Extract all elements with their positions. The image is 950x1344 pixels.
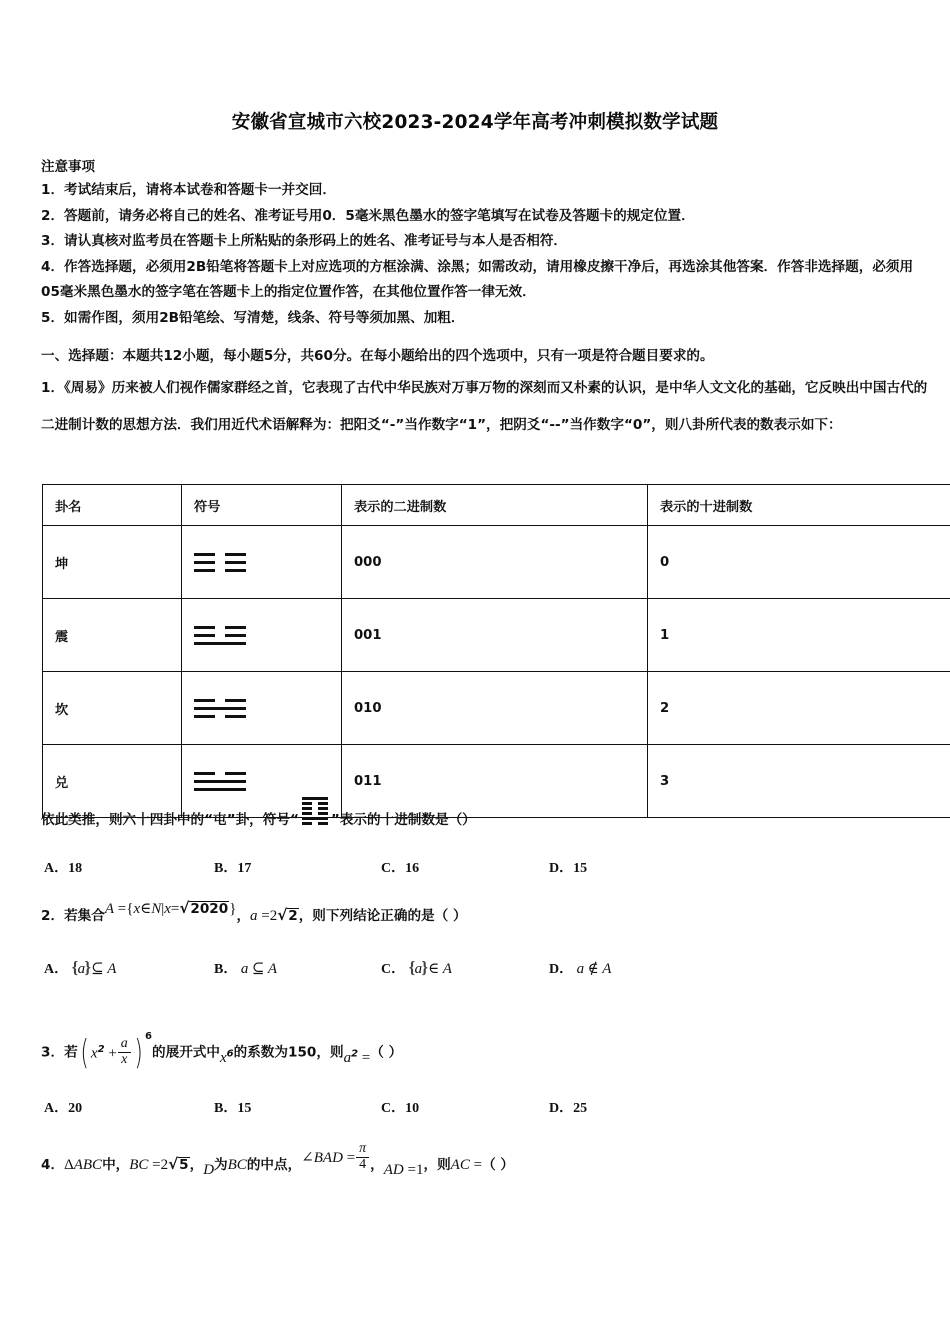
gua-name-cell: 震 [43,599,182,672]
option-b-value: 15 [237,1101,252,1116]
question-2-set-definition: A ={x∈N|x= √ 2020} [105,901,237,917]
table-row [43,526,950,599]
gua-binary-cell: 001 [342,599,648,672]
question-4-seg6: 为 [214,1157,228,1174]
option-a-value: 20 [68,1101,83,1116]
question-3-term: $x^6$ [219,1048,234,1066]
yin-yao-line [194,561,246,564]
yang-yao-line [194,780,246,783]
option-d-value: 15 [573,861,588,876]
question-1-stem-part2: “--”当作数字“0”，则八卦所代表的数表示如下： [540,417,842,433]
table-row [43,672,950,745]
column-header-gua-name: 卦名 [43,485,182,526]
question-4-seg12: ，则 [423,1157,451,1174]
column-header-symbol: 符号 [182,485,342,526]
option-c-value: 16 [405,861,420,876]
yang-yao-line [194,642,246,645]
page-title: 安徽省宣城市六校2023-2024学年高考冲刺模拟数学试题 [231,112,719,133]
question-1-stem [41,370,929,444]
option-c[interactable] [381,857,419,877]
option-a-value: 18 [68,861,83,876]
question-1-stem-part1: 《周易》历来被人们视作儒家群经之首，它表现了古代中华民族对万事万物的深刻而又朴素的认识，是中华人文文化的基础，它反映出中国古代的二进制计数的思想方法．我们用近代术语解释为：把阳爻“-”当作数字“1”，把阴爻 [41,380,928,433]
yin-yao-line [194,626,246,629]
option-c[interactable]: C． { a } ∈ A [381,958,452,978]
option-a[interactable] [44,1097,82,1117]
option-c[interactable] [381,1097,419,1117]
option-b[interactable] [214,1097,251,1117]
gua-decimal-cell: 1 [648,599,950,672]
option-d-label: D． [549,1101,574,1116]
option-b[interactable] [214,857,251,877]
question-1-tail-before: 依此类推，则六十四卦中的“屯”卦，符号“ [41,811,299,828]
question-4-seg8: 的中点， [246,1157,302,1174]
yang-yao-line [302,797,328,800]
question-1-tail-after: ”表示的十进制数是（） [330,811,476,828]
yin-yao-line [194,699,246,702]
question-3-text-mid2: 的系数为150，则 [233,1044,344,1061]
gua-decimal-cell: 2 [648,672,950,745]
trigram-icon [194,553,246,572]
question-3-number: 3． [41,1044,65,1061]
yin-yao-line [302,807,328,810]
question-2-text-mid: ， [236,908,251,924]
question-4-seg14: （ ） [482,1157,514,1174]
yin-yao-line [302,802,328,805]
question-1-options [41,857,931,883]
question-2-text-after: ，则下列结论正确的是（ ） [298,908,467,924]
yang-yao-line [302,817,328,820]
option-b-label: B． [214,962,238,977]
question-3-options [41,1097,931,1123]
question-4-point-d: D [203,1162,215,1179]
option-d-label: D． [549,861,574,876]
column-header-decimal: 表示的十进制数 [648,485,950,526]
table-header-row [43,485,950,526]
hexagram-icon [302,797,328,825]
question-4-seg4: ， [189,1157,204,1174]
column-header-binary: 表示的二进制数 [342,485,648,526]
gua-binary-cell: 010 [342,672,648,745]
option-a[interactable]: A． { a } ⊆ A [44,958,116,978]
trigram-icon [194,699,246,718]
question-3-text-after: （ ） [370,1044,403,1061]
question-4-stem: 4．ΔABC中，BC =2 √ 5，D为BC的中点，∠BAD = $\frac{\pi}{4}$ ，AD =1，则AC =（ ） [41,1150,931,1180]
gua-name-cell: 坤 [43,526,182,599]
option-d[interactable] [549,857,587,877]
option-c-label: C． [381,962,406,977]
question-4-ad: AD =1 [383,1162,424,1179]
question-2-options [41,958,931,984]
yang-yao-line [194,707,246,710]
option-a-label: A． [44,861,69,876]
yin-yao-line [194,569,246,572]
option-a-label: A． [44,962,69,977]
notice-item-4: 4．作答选择题，必须用2B铅笔将答题卡上对应选项的方框涂满、涂黑；如需改动，请用橡皮擦干净后，再选涂其他答案．作答非选择题，必须用05毫米黑色墨水的签字笔在答题卡上的指定位置作答，在其他位置作答一律无效． [41,258,914,300]
yin-yao-line [194,772,246,775]
trigram-icon [194,626,246,645]
option-b-label: B． [214,861,238,876]
question-4-triangle: Δ [64,1157,74,1174]
yin-yao-line [302,812,328,815]
question-2-a-definition: a =2 √ 2 [250,908,299,924]
question-2-stem [41,903,931,929]
notices-block [41,156,921,331]
gua-binary-cell: 011 [342,745,648,818]
yin-yao-line [302,822,328,825]
question-2-text-before: 若集合 [64,908,105,924]
notices-heading: 注意事项 [41,159,95,175]
question-4-seg2: 中， [102,1157,130,1174]
yang-yao-line [194,788,246,791]
option-d-value: 25 [573,1101,588,1116]
table-row [43,599,950,672]
bagua-table [42,484,950,818]
gua-decimal-cell: 0 [648,526,950,599]
notice-item-1: 1．考试结束后，请将本试卷和答题卡一并交回． [41,182,336,198]
gua-symbol-cell [182,672,342,745]
gua-symbol-cell [182,599,342,672]
question-4-angle: ∠BAD = $\frac{\pi}{4}$ [301,1150,370,1166]
option-c-label: C． [381,1101,406,1116]
option-d-label: D． [549,962,574,977]
question-3-text-before: 若 [64,1044,78,1061]
gua-symbol-cell [182,526,342,599]
yin-yao-line [194,634,246,637]
gua-name-cell: 兑 [43,745,182,818]
notice-item-2: 2．答题前，请务必将自己的姓名、准考证号用0．5毫米黑色墨水的签字笔填写在试卷及答题卡的规定位置． [41,207,695,224]
gua-decimal-cell: 3 [648,745,950,818]
yin-yao-line [194,715,246,718]
option-a-label: A． [44,1101,69,1116]
option-d[interactable] [549,1097,587,1117]
gua-binary-cell: 000 [342,526,648,599]
section-heading-choice: 一、选择题：本题共12小题，每小题5分，共60分。在每小题给出的四个选项中，只有一项是符合题目要求的。 [41,348,714,364]
notice-item-3: 3．请认真核对监考员在答题卡上所粘贴的条形码上的姓名、准考证号与本人是否相符． [41,233,568,249]
question-3-unknown: $a^2$ = [343,1048,371,1066]
question-1-tail [41,806,931,834]
option-b-label: B． [214,1101,238,1116]
question-4-ac: AC = [450,1157,483,1174]
option-b[interactable]: B． a ⊆ A [214,961,278,977]
question-4-number: 4． [41,1157,65,1174]
option-d[interactable]: D． a ∉ A [549,961,612,977]
question-3-binomial-expression: ( $x^2$ + $\frac{a}{x}$ ) $^6$ [80,1031,153,1073]
question-1-number: 1． [41,380,65,396]
question-4-seg7: BC [227,1157,247,1174]
question-3-text-mid1: 的展开式中 [152,1044,220,1061]
option-c-value: 10 [405,1101,420,1116]
option-a[interactable] [44,857,82,877]
trigram-icon [194,772,246,791]
question-4-seg10: ， [370,1157,384,1174]
yin-yao-line [194,553,246,556]
question-4-bc: BC =2 √ 5 [129,1157,189,1173]
notice-item-5: 5．如需作图，须用2B铅笔绘、写清楚，线条、符号等须加黑、加粗． [41,309,465,326]
option-b-value: 17 [237,861,252,876]
option-c-label: C． [381,861,406,876]
gua-name-cell: 坎 [43,672,182,745]
question-2-number: 2． [41,908,65,924]
question-3-stem [41,1031,931,1073]
